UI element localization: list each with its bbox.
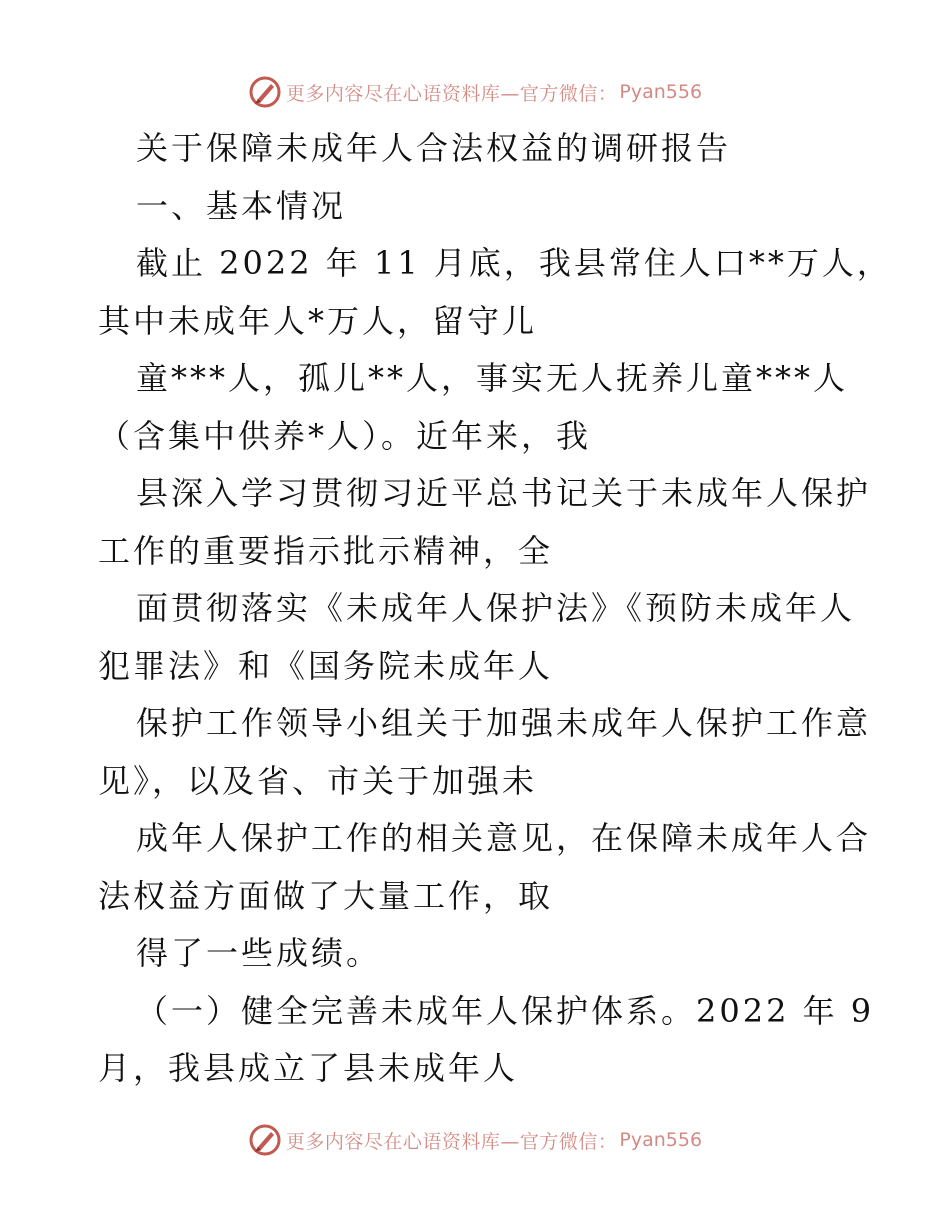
- paragraph-line: 截止 2022 年 11 月底，我县常住人口**万人，: [136, 244, 892, 282]
- header-watermark: [0, 72, 950, 112]
- paragraph-line: 县深入学习贯彻习近平总书记关于未成年人保护: [136, 474, 872, 512]
- paragraph-line: 保护工作领导小组关于加强未成年人保护工作意: [136, 704, 872, 742]
- watermark-text: 更多内容尽在心语资料库—官方微信：: [285, 1130, 618, 1153]
- paragraph-line: 月，我县成立了县未成年人: [98, 1049, 519, 1087]
- document-body: [98, 120, 892, 1098]
- footer-watermark: [0, 1120, 950, 1160]
- paragraph-line: 得了一些成绩。: [136, 934, 382, 972]
- section-heading: 一、基本情况: [136, 186, 347, 225]
- pen-seal-icon: [248, 75, 282, 109]
- paragraph-line: 见》，以及省、市关于加强未: [98, 761, 538, 800]
- pen-seal-icon: [248, 1123, 282, 1157]
- paragraph-line: 成年人保护工作的相关意见，在保障未成年人合: [136, 819, 872, 857]
- document-title: 关于保障未成年人合法权益的调研报告: [136, 129, 732, 167]
- paragraph-line: 童***人，孤儿**人，事实无人抚养儿童***人: [136, 359, 849, 397]
- watermark-text: 更多内容尽在心语资料库—官方微信：: [285, 82, 618, 105]
- subsection-heading-line: （一）健全完善未成年人保护体系。2022 年 9: [136, 991, 875, 1030]
- watermark-account: Pyan556: [619, 81, 703, 103]
- paragraph-line: 其中未成年人*万人，留守儿: [98, 301, 538, 340]
- paragraph-line: （含集中供养*人）。近年来，我: [98, 416, 592, 455]
- paragraph-line: 法权益方面做了大量工作，取: [98, 876, 554, 915]
- paragraph-line: 工作的重要指示批示精神，全: [98, 531, 554, 570]
- paragraph-line: 犯罪法》和《国务院未成年人: [98, 646, 554, 685]
- watermark-account: Pyan556: [619, 1129, 703, 1151]
- paragraph-line: 面贯彻落实《未成年人保护法》《预防未成年人: [136, 589, 856, 627]
